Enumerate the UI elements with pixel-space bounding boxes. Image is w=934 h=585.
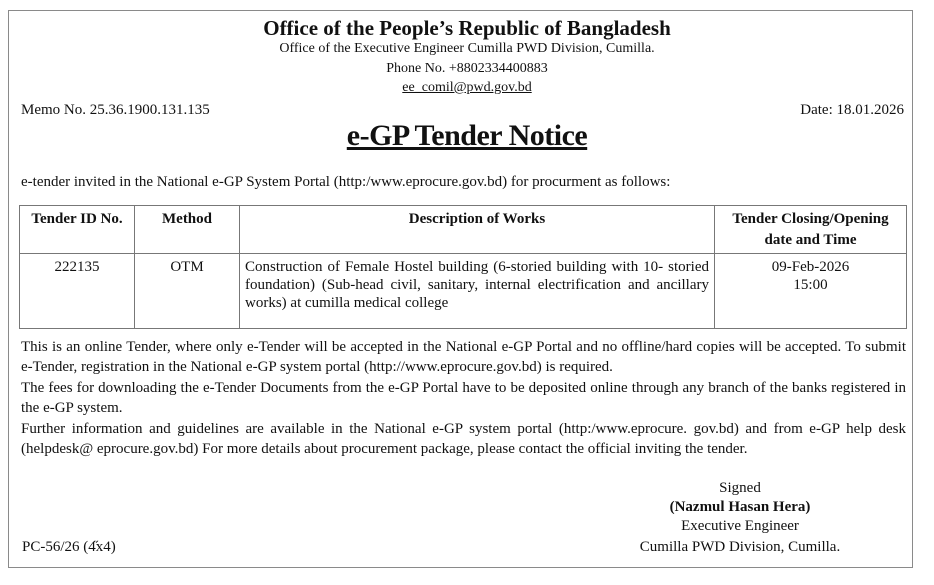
- pc-reference: PC-56/26 (4̋x4): [22, 539, 116, 555]
- table-row: [20, 254, 907, 329]
- header-description: Description of Works: [240, 206, 715, 254]
- cell-closing-datetime: [715, 254, 907, 329]
- cell-description: Construction of Female Hostel building (6-storied building with 10- storied foundation) (Sub-head civil, sanitary, internal electrification and ancillary works) at cumilla medical college: [240, 254, 715, 329]
- header-tender-id: Tender ID No.: [20, 206, 135, 254]
- signatory-office: Cumilla PWD Division, Cumilla.: [639, 539, 841, 555]
- office-subtitle: Office of the Executive Engineer Cumilla PWD Division, Cumilla.: [279, 41, 655, 56]
- signatory-name: (Nazmul Hasan Hera): [669, 499, 811, 515]
- header-closing-date: Tender Closing/Opening date and Time: [715, 206, 907, 254]
- paragraph-fees: The fees for downloading the e-Tender Documents from the e-GP Portal have to be deposited online through any branch of the banks registered in the e-GP system.: [21, 380, 906, 416]
- phone-number: Phone No. +8802334400883: [386, 61, 548, 76]
- notice-title: e-GP Tender Notice: [346, 119, 588, 152]
- notice-date: Date: 18.01.2026: [800, 102, 904, 118]
- cell-method: OTM: [135, 254, 240, 329]
- signatory-designation: Executive Engineer: [681, 518, 799, 534]
- closing-time: 15:00: [793, 277, 828, 293]
- header-method: Method: [135, 206, 240, 254]
- paragraph-online-tender: This is an online Tender, where only e-Tender will be accepted in the National e-GP Portal and no offline/hard copies will be accepted. To submit e-Tender, registration in the National e-GP system portal (http://www.eprocure.gov.bd) is required.: [21, 339, 906, 375]
- tender-table: [19, 205, 907, 329]
- closing-date: 09-Feb-2026: [771, 259, 850, 275]
- signed-label: Signed: [719, 480, 761, 496]
- email-link[interactable]: ee_comil@pwd.gov.bd: [402, 80, 532, 95]
- intro-text: e-tender invited in the National e-GP System Portal (http:/www.eprocure.gov.bd) for procurment as follows:: [21, 174, 671, 190]
- cell-tender-id: 222135: [20, 254, 135, 329]
- paragraph-further-info: Further information and guidelines are available in the National e-GP system portal (http:/www.eprocure. gov.bd) and from e-GP help desk (helpdesk@ eprocure.gov.bd) For more details about procurement package, please contact the official inviting the tender.: [21, 421, 906, 457]
- memo-number: Memo No. 25.36.1900.131.135: [21, 102, 210, 118]
- table-header-row: [20, 206, 907, 254]
- office-title: Office of the People’s Republic of Bangladesh: [263, 16, 671, 40]
